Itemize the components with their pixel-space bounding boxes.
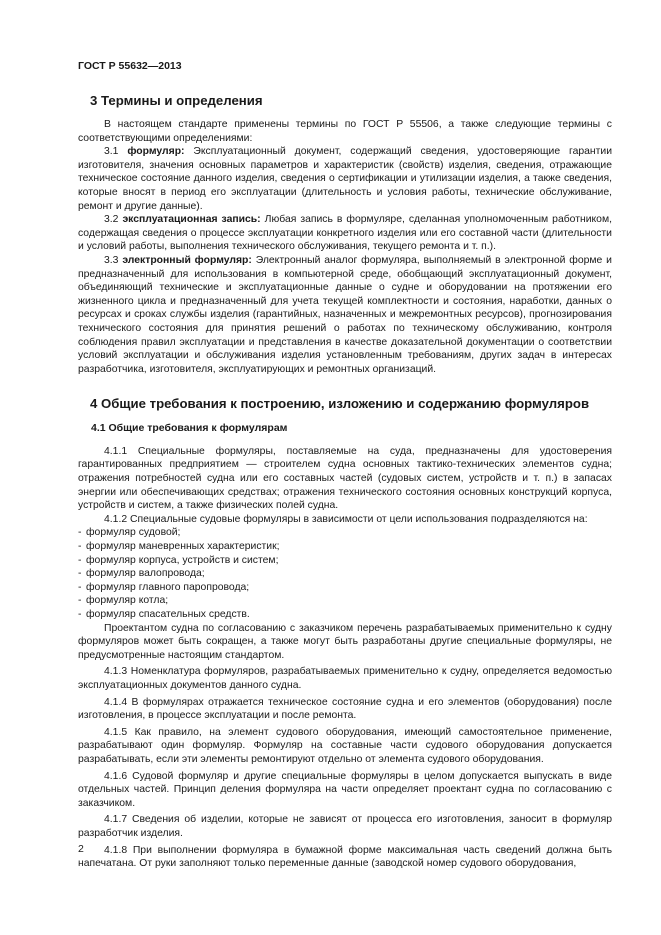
term-3-2	[78, 213, 612, 254]
list-item: - формуляр спасательных средств.	[78, 609, 250, 620]
section-3-title: 3 Термины и определения	[90, 93, 263, 108]
paragraph-4-1-5: 4.1.5 Как правило, на элемент судового оборудования, имеющий самостоятельное применение, разрабатывают один формуляр. Формуляр на составные части судового оборудования допускается разрабатывать, если эти элементы ремонтируют отдельно от элемента судового оборудования.	[78, 726, 612, 765]
paragraph-4-1-4: 4.1.4 В формулярах отражается техническое состояние судна и его элементов (оборудования) после изготовления, в процессе эксплуатации и после ремонта.	[78, 696, 612, 722]
term-name: электронный формуляр:	[122, 254, 252, 266]
term-3-1	[78, 145, 612, 213]
term-definition: Эксплуатационный документ, содержащий сведения, удостоверяющие гарантии изготовителя, значения основных параметров и характеристик (свойств) изделия, сведения, отражающие техническое состояние данного изделия, сведения о сертификации и утилизации изделия, а также сведения, которые вносят в период его эксплуатации (длительность и условия работы, технические обслуживание, ремонт и другие данные).	[78, 146, 613, 212]
paragraph-4-1-7: 4.1.7 Сведения об изделии, которые не зависят от процесса его изготовления, заносит в формуляр разработчик изделия.	[78, 814, 612, 839]
list-item: - формуляр корпуса, устройств и систем;	[78, 554, 279, 566]
paragraph-4-1-6: 4.1.6 Судовой формуляр и другие специальные формуляры в целом допускается выпускать в виде отдельных частей. Принцип деления формуляра на части определяет проектант судна по согласованию с заказчиком.	[78, 770, 612, 809]
term-number: 3.2	[104, 214, 119, 226]
term-number: 3.3	[104, 254, 119, 266]
paragraph-4-1-3: 4.1.3 Номенклатура формуляров, разрабатываемых применительно к судну, определяется ведомостью эксплуатационных документов данного судна.	[78, 666, 612, 691]
document-code: ГОСТ Р 55632—2013	[78, 60, 182, 72]
subsection-4-1-title: 4.1 Общие требования к формулярам	[91, 422, 288, 435]
list-item: - формуляр судовой;	[78, 527, 181, 539]
list-item: - формуляр маневренных характеристик;	[78, 541, 280, 553]
paragraph-4-1-1: 4.1.1 Специальные формуляры, поставляемые на суда, предназначены для удостоверения гарантированных предприятием — строителем судна основных тактико-технических элементов судна; отражения потребностей судна или его составных частей (судовых систем, устройств и т. п.) в запасах энергии или обеспечивающих средствах; отражения технического состояния основных конструкций корпуса, устройств и систем, а также физических полей судна.	[78, 445, 612, 512]
term-3-3	[78, 254, 612, 376]
paragraph-4-1-2-note: Проектантом судна по согласованию с заказчиком перечень разрабатываемых применительно к судну формуляров может быть сокращен, а также могут быть разработаны другие специальные формуляры, не предусмотренные настоящим стандартом.	[78, 622, 612, 661]
list-item: - формуляр котла;	[78, 595, 169, 607]
term-name: формуляр:	[127, 146, 185, 158]
term-definition: Электронный аналог формуляра, выполняемый в электронной форме и предназначенный для использования в компьютерной среде, обобщающий эксплуатационный документ, объединяющий технические и эксплуатационные данные о судне и оборудовании на протяжении его жизненного цикла и предназначенный для учета текущей комплектности и состояния, наработки, данных о ресурсах и сроках службы изделия (гарантийных, назначенных и межремонтных ресурсов), прогнозирования технического состояния для принятия решений о работах по техническому обслуживанию, контроля соблюдения правил эксплуатации и представления в качестве доказательной документации о соответствии условий эксплуатации и обслуживания изделия установленным требованиям, других задач в интересах разработчика, изготовителя, эксплуатирующих и ремонтных организаций.	[78, 254, 612, 375]
page-content	[78, 93, 612, 871]
term-number: 3.1	[104, 146, 119, 158]
term-name: эксплуатационная запись:	[122, 214, 261, 226]
paragraph-4-1-8: 4.1.8 При выполнении формуляра в бумажной форме максимальная часть сведений должна быть напечатана. От руки заполняют только переменные данные (заводской номер судового оборудования,	[78, 844, 612, 870]
page-number: 2	[78, 843, 84, 855]
term-definition: Любая запись в формуляре, сделанная уполномоченным работником, содержащая сведения о процессе эксплуатации конкретного изделия или его составной части (длительности и условий работы, выполнения технического обслуживания, текущего ремонта и т. п.).	[78, 214, 612, 253]
list-item: - формуляр валопровода;	[78, 568, 205, 580]
list-item: - формуляр главного паропровода;	[78, 581, 250, 593]
section-4-title: 4 Общие требования к построению, изложению и содержанию формуляров	[90, 396, 590, 412]
section-3-intro: В настоящем стандарте применены термины по ГОСТ Р 55506, а также следующие термины с соответствующими определениями:	[78, 119, 612, 144]
paragraph-4-1-2: 4.1.2 Специальные судовые формуляры в зависимости от цели использования подразделяются на:	[104, 513, 588, 525]
